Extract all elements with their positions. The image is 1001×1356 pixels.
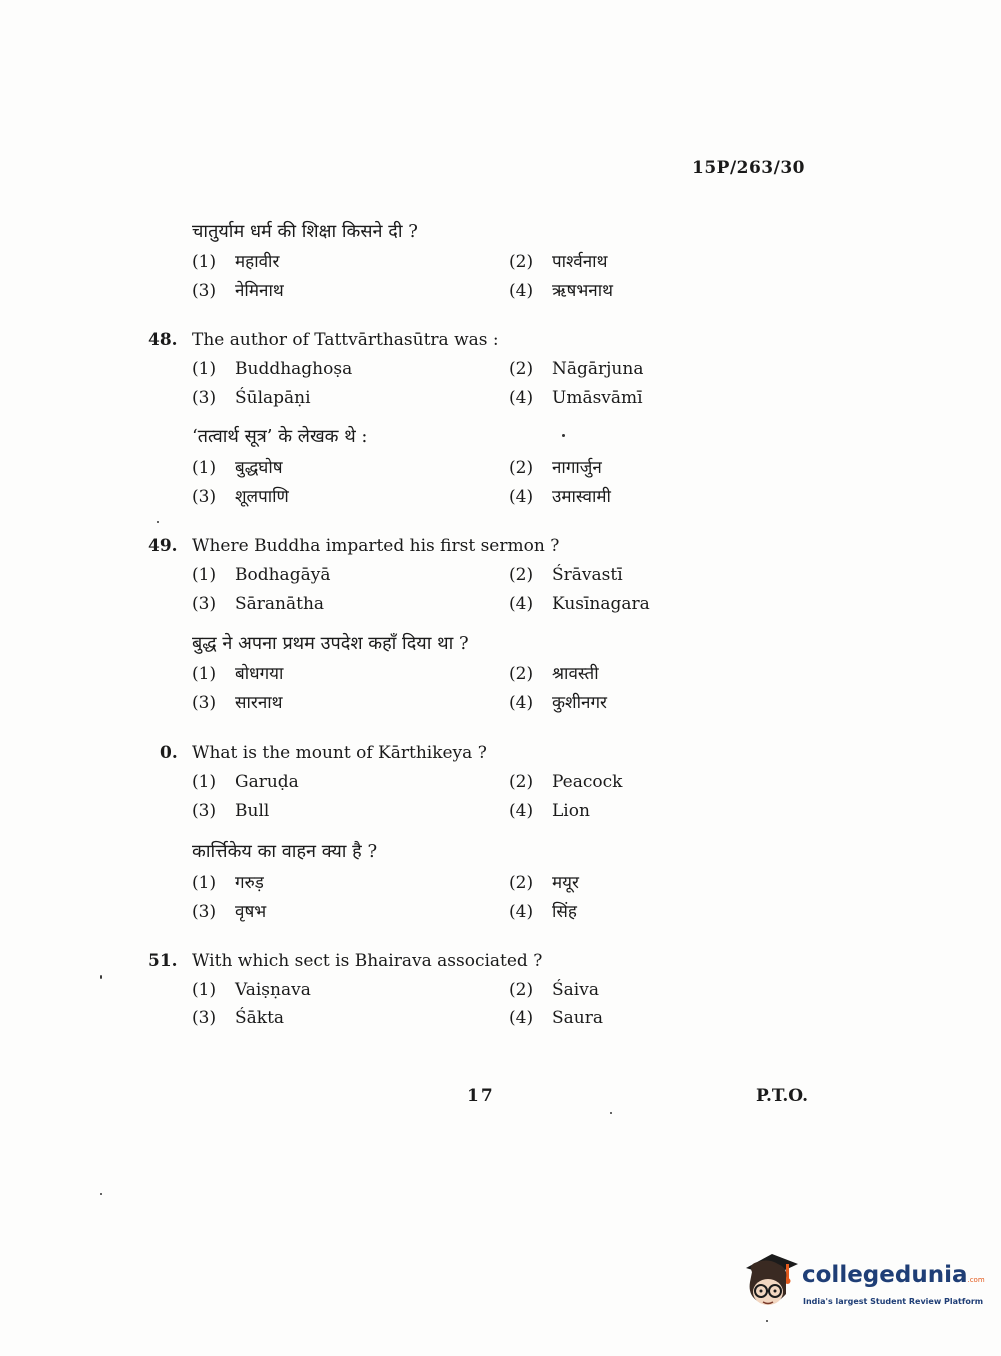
mascot-icon: [742, 1250, 802, 1314]
q51-option-4: [509, 1008, 603, 1028]
option-text: महावीर: [235, 252, 280, 272]
q48-hi-option-2: [509, 455, 602, 478]
option-text: सारनाथ: [235, 693, 283, 713]
q50-option-2: [509, 772, 622, 792]
option-number: (1): [192, 980, 217, 1000]
q49-hi-option-3: [192, 690, 283, 713]
scan-speck: [100, 1193, 102, 1195]
option-number: (4): [509, 487, 534, 507]
scan-speck: [157, 521, 159, 523]
stray-dot: [562, 434, 565, 437]
q48-option-3: [192, 388, 311, 408]
option-number: (3): [192, 388, 217, 408]
option-number: (4): [509, 281, 534, 301]
q49-option-4: [509, 594, 650, 614]
option-number: (4): [509, 693, 534, 713]
q49-option-2: [509, 565, 623, 585]
option-text: Śūlapāṇi: [235, 388, 311, 408]
option-number: (2): [509, 873, 534, 893]
question-48-hindi: ‘तत्वार्थ सूत्र’ के लेखक थे :: [192, 426, 368, 447]
q47-hi-option-1: [192, 249, 279, 272]
option-number: (2): [509, 252, 534, 272]
option-number: (2): [509, 772, 534, 792]
question-49-number: 49.: [148, 536, 178, 556]
option-number: (3): [192, 801, 217, 821]
q48-option-1: [192, 359, 352, 379]
question-50-hindi: कार्त्तिकेय का वाहन क्या है ?: [192, 841, 378, 862]
q48-hi-option-3: [192, 484, 289, 507]
option-text: बुद्धघोष: [235, 458, 283, 478]
option-text: वृषभ: [235, 902, 267, 922]
option-text: Vaiṣṇava: [235, 980, 311, 1000]
option-number: (2): [509, 980, 534, 1000]
option-text: Peacock: [552, 772, 623, 792]
q50-hi-option-3: [192, 899, 266, 922]
option-number: (2): [509, 664, 534, 684]
question-48-number: 48.: [148, 330, 178, 350]
brand-name: collegedunia: [802, 1262, 968, 1288]
option-text: Lion: [552, 801, 590, 821]
q47-hi-option-4: [509, 278, 613, 301]
q50-hi-option-1: [192, 870, 264, 893]
option-text: Śaiva: [552, 980, 599, 1000]
option-number: (3): [192, 902, 217, 922]
paper-code: 15P/263/30: [692, 158, 806, 178]
question-50-number: 0.: [160, 743, 178, 763]
q50-hi-option-2: [509, 870, 579, 893]
option-number: (1): [192, 359, 217, 379]
option-number: (4): [509, 594, 534, 614]
option-number: (4): [509, 1008, 534, 1028]
option-text: ऋषभनाथ: [552, 281, 613, 301]
option-number: (4): [509, 801, 534, 821]
option-number: (2): [509, 565, 534, 585]
option-text: Garuḍa: [235, 772, 299, 792]
q49-hi-option-4: [509, 690, 607, 713]
option-number: (4): [509, 388, 534, 408]
q49-option-3: [192, 594, 324, 614]
q47-hi-option-3: [192, 278, 284, 301]
question-51-text: With which sect is Bhairava associated ?: [192, 951, 543, 971]
option-text: Kusīnagara: [552, 594, 650, 614]
option-text: Nāgārjuna: [552, 359, 644, 379]
option-text: गरुड़: [235, 873, 264, 893]
q51-option-2: [509, 980, 599, 1000]
option-number: (1): [192, 664, 217, 684]
option-number: (3): [192, 281, 217, 301]
option-text: Buddhaghoṣa: [235, 359, 353, 379]
option-number: (1): [192, 873, 217, 893]
scan-speck: [610, 1112, 612, 1114]
brand-wordmark: [802, 1262, 985, 1288]
q47-hi-option-2: [509, 249, 607, 272]
brand-dotcom: .com: [967, 1276, 985, 1284]
q48-option-4: [509, 388, 643, 408]
option-text: मयूर: [552, 873, 579, 893]
option-text: पार्श्वनाथ: [552, 252, 608, 272]
q49-hi-option-2: [509, 661, 599, 684]
option-text: उमास्वामी: [552, 487, 611, 507]
option-number: (1): [192, 565, 217, 585]
q48-hi-option-4: [509, 484, 611, 507]
q49-option-1: [192, 565, 330, 585]
option-number: (4): [509, 902, 534, 922]
scan-speck: [766, 1320, 768, 1322]
q48-option-2: [509, 359, 643, 379]
question-48-text: The author of Tattvārthasūtra was :: [192, 330, 499, 350]
question-50-text: What is the mount of Kārthikeya ?: [192, 743, 487, 763]
pto-label: P.T.O.: [756, 1086, 808, 1106]
option-text: Sāranātha: [235, 594, 325, 614]
question-51-number: 51.: [148, 951, 178, 971]
q49-hi-option-1: [192, 661, 283, 684]
question-49-hindi: बुद्ध ने अपना प्रथम उपदेश कहाँ दिया था ?: [192, 633, 469, 654]
option-number: (3): [192, 1008, 217, 1028]
q50-hi-option-4: [509, 899, 577, 922]
option-text: नेमिनाथ: [235, 281, 284, 301]
option-text: Śrāvastī: [552, 565, 623, 585]
option-text: Śākta: [235, 1008, 285, 1028]
q50-option-4: [509, 801, 590, 821]
q51-option-1: [192, 980, 311, 1000]
brand-tagline: India's largest Student Review Platform: [803, 1297, 984, 1306]
option-number: (3): [192, 487, 217, 507]
question-49-text: Where Buddha imparted his first sermon ?: [192, 536, 560, 556]
option-number: (1): [192, 252, 217, 272]
question-47-hindi: चातुर्याम धर्म की शिक्षा किसने दी ?: [192, 221, 418, 242]
option-number: (2): [509, 359, 534, 379]
option-number: (2): [509, 458, 534, 478]
option-number: (1): [192, 458, 217, 478]
option-text: Bull: [235, 801, 270, 821]
option-text: शूलपाणि: [235, 487, 289, 507]
option-number: (1): [192, 772, 217, 792]
option-text: नागार्जुन: [552, 458, 602, 478]
collegedunia-logo: [742, 1250, 985, 1314]
q48-hi-option-1: [192, 455, 283, 478]
q50-option-1: [192, 772, 299, 792]
option-text: कुशीनगर: [552, 693, 607, 713]
option-number: (3): [192, 594, 217, 614]
scan-speck: [100, 975, 102, 979]
option-number: (3): [192, 693, 217, 713]
option-text: सिंह: [552, 902, 577, 922]
option-text: श्रावस्ती: [552, 664, 599, 684]
page-number: 17: [467, 1086, 495, 1106]
option-text: बोधगया: [235, 664, 284, 684]
option-text: Saura: [552, 1008, 603, 1028]
option-text: Umāsvāmī: [552, 388, 643, 408]
option-text: Bodhagāyā: [235, 565, 331, 585]
q51-option-3: [192, 1008, 284, 1028]
q50-option-3: [192, 801, 269, 821]
